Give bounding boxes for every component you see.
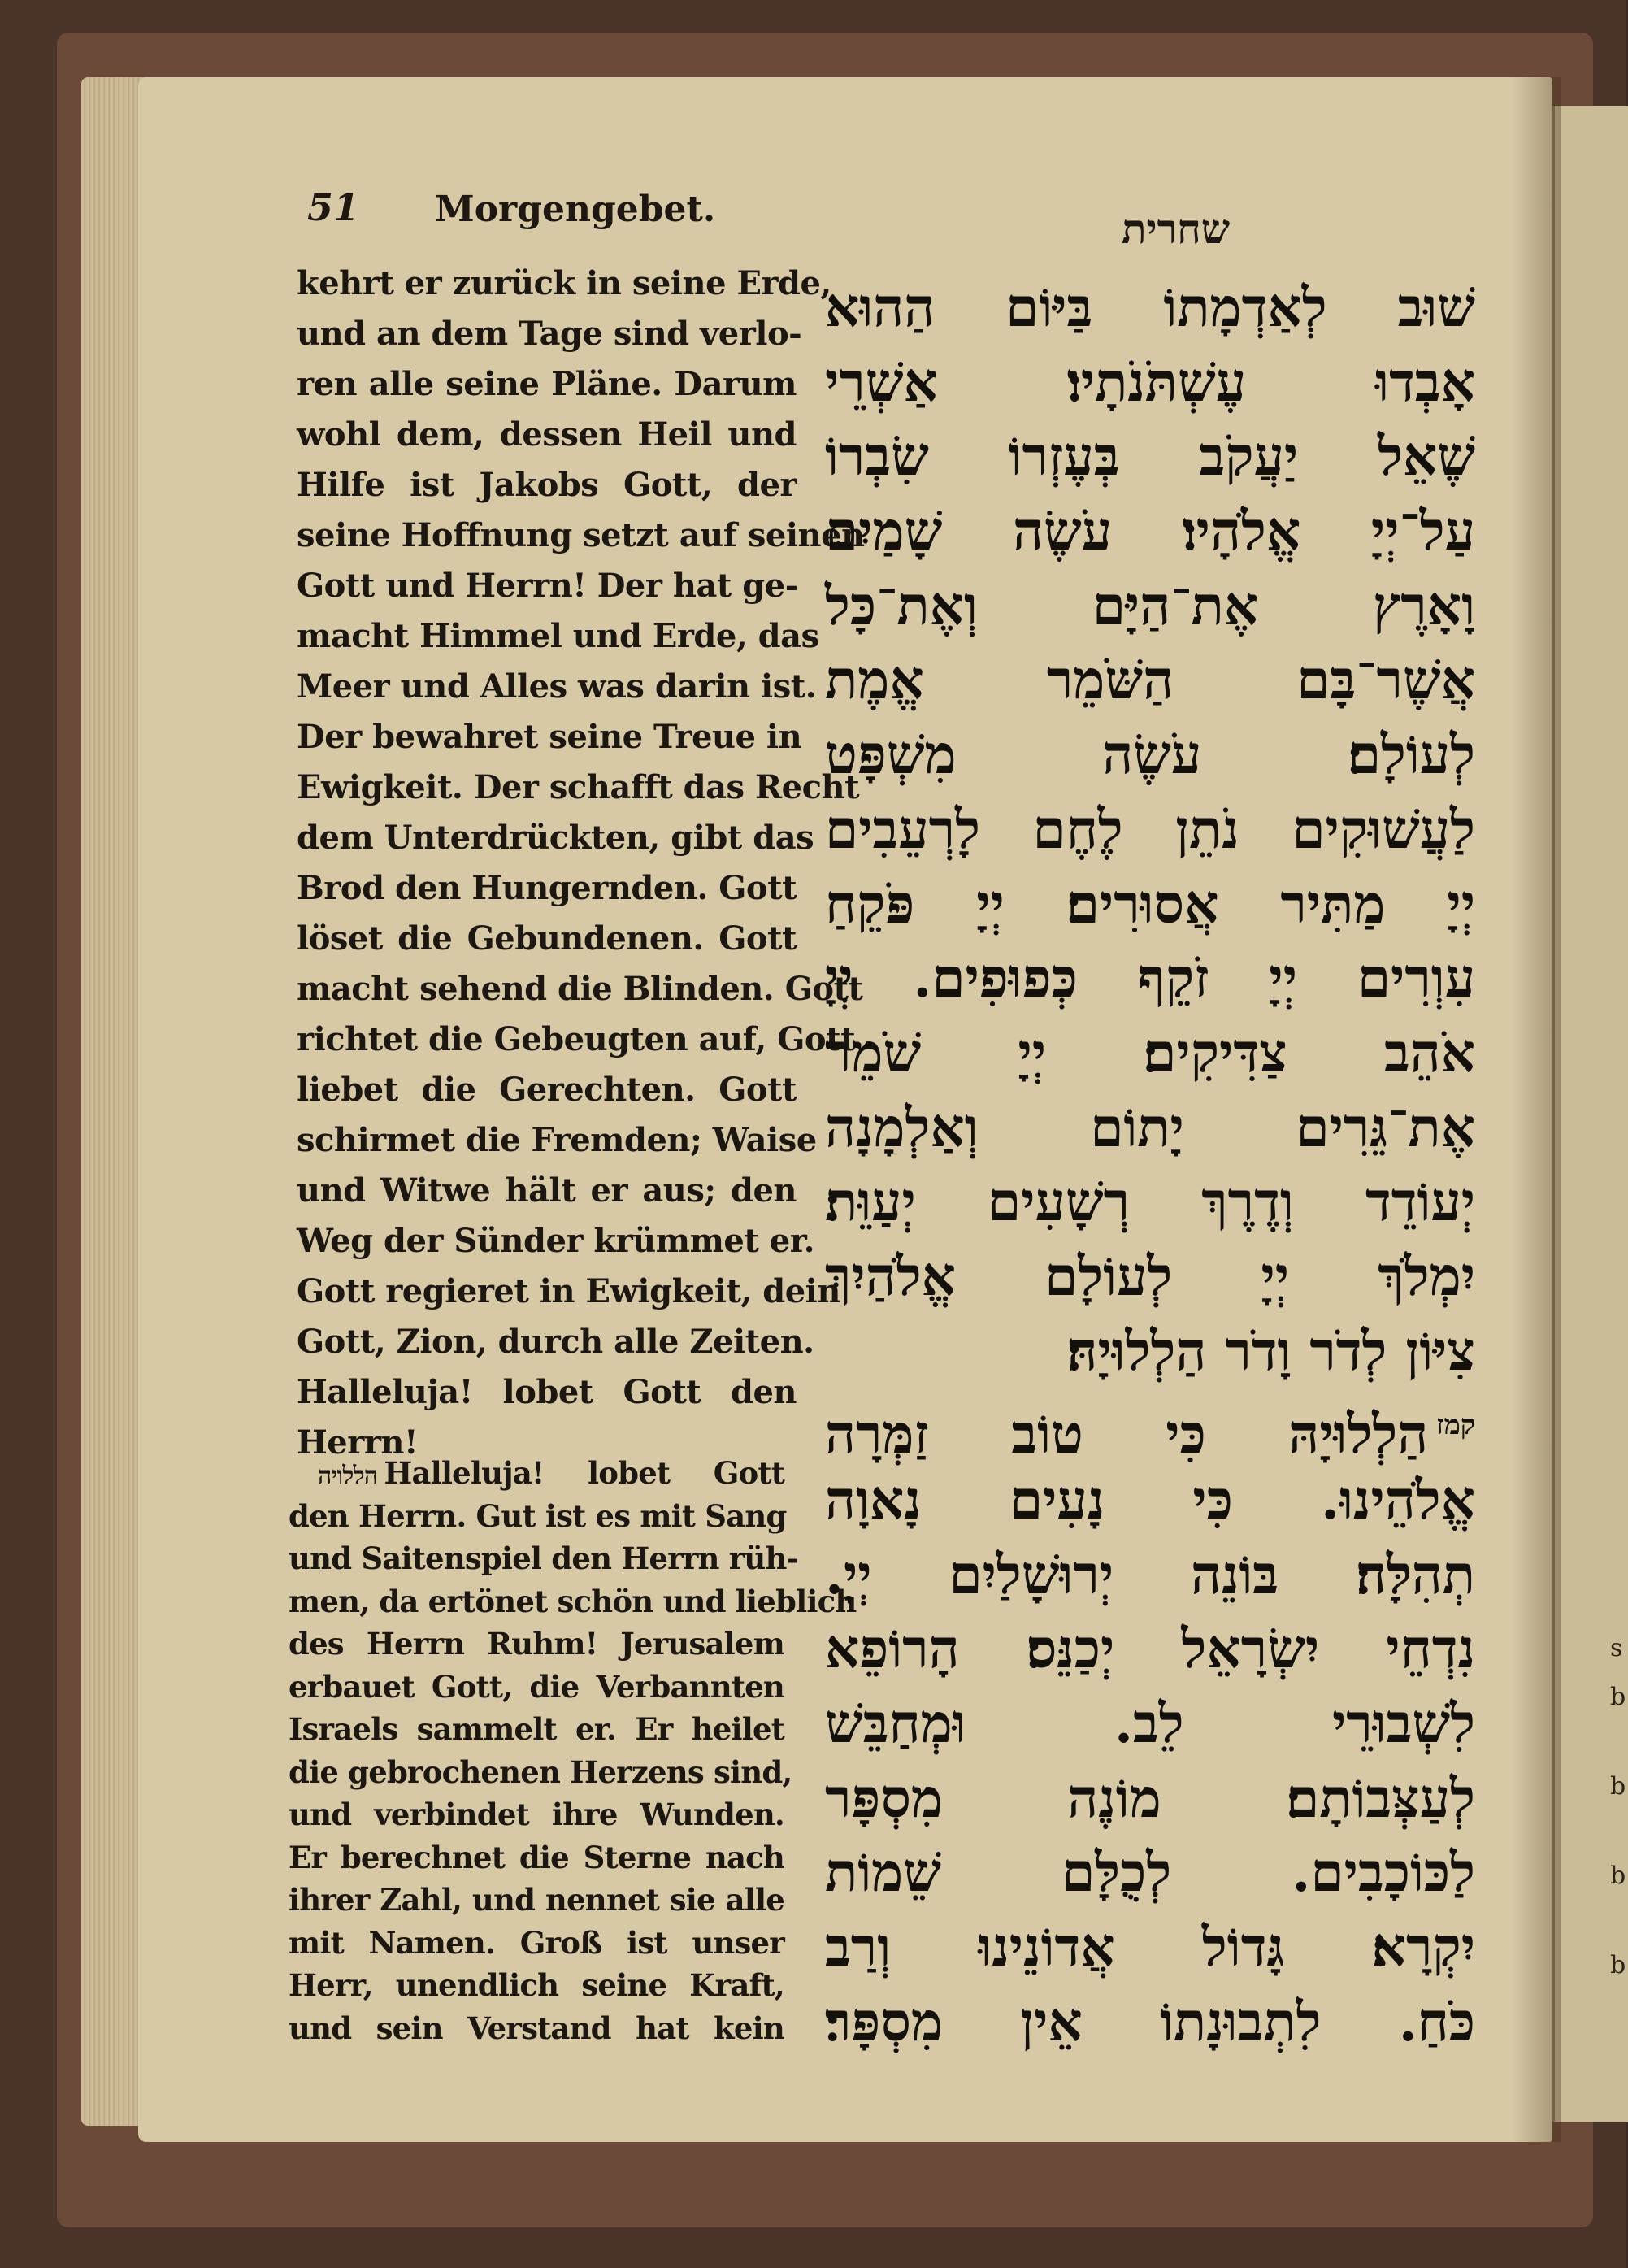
hebrew-line: יִקְרָא׃ גָּדוֹל אֲדוֹנֵינוּ וְרַב [825, 1915, 1475, 1979]
german-line: Hilfe ist Jakobs Gott, der [297, 466, 797, 504]
german-line: richtet die Gebeugten auf, Gott [297, 1020, 856, 1058]
page-title-hebrew: שחרית [1122, 205, 1231, 253]
hebrew-line: וָאָרֶץ אֶת־הַיָּם וְאֶת־כָּל [825, 573, 1475, 637]
german-column-small [289, 1452, 857, 2049]
german-line: kehrt er zurück in seine Erde, [297, 264, 831, 302]
hebrew-column [825, 271, 1475, 2060]
german-line: Gott regieret in Ewigkeit, dein [297, 1272, 840, 1310]
german-small-line: erbauet Gott, die Verbannten [289, 1668, 784, 1705]
hebrew-line: לִשְׁבוּרֵי לֵב. וּמְחַבֵּשׁ [825, 1692, 1475, 1756]
german-column [297, 259, 865, 1468]
german-small-line: mit Namen. Groß ist unser [289, 1924, 784, 1961]
page-number: 51 [307, 185, 360, 229]
german-line: Gott, Zion, durch alle Zeiten. [297, 1323, 814, 1361]
german-small-line: ihrer Zahl, und nennet sie alle [289, 1882, 784, 1918]
german-line: macht sehend die Blinden. Gott [297, 970, 863, 1008]
german-line: und an dem Tage sind verlo- [297, 315, 802, 353]
next-page-edge [1552, 106, 1628, 2122]
hebrew-line: נִדְחֵי יִשְׂרָאֵל יְכַנֵּס׃ הָרוֹפֵא [825, 1617, 1475, 1681]
german-small-line: des Herrn Ruhm! Jerusalem [289, 1626, 784, 1662]
hebrew-line: אֱלֹהֵינוּ. כִּי נָעִים נָאוָה [825, 1468, 1475, 1532]
german-small-line-text: Halleluja! lobet Gott [384, 1455, 784, 1491]
german-line: Weg der Sünder krümmet er. [297, 1222, 815, 1260]
hebrew-line: לְעַצְּבוֹתָם׃ מוֹנֶה מִסְפָּר [825, 1766, 1475, 1830]
hebrew-line [825, 1388, 1475, 1466]
german-line: löset die Gebundenen. Gott [297, 919, 797, 958]
german-line: und Witwe hält er aus; den [297, 1171, 797, 1210]
hebrew-line: יִמְלֹךְ יְיָ לְעוֹלָם אֱלֹהַיִךְ [825, 1244, 1475, 1308]
german-line: ren alle seine Pläne. Darum [297, 365, 797, 403]
german-small-line: men, da ertönet schön und lieblich [289, 1583, 857, 1619]
german-small-line: die gebrochenen Herzens sind, [289, 1753, 792, 1790]
next-page-fragment: b [1610, 1951, 1626, 1979]
hebrew-line: צִיּוֹן לְדֹר וָדֹר הַלְלוּיָהּ׃ [1066, 1319, 1475, 1383]
german-line: wohl dem, dessen Heil und [297, 415, 797, 454]
german-line: Brod den Hungernden. Gott [297, 869, 797, 907]
hebrew-line: אֶת־גֵּרִים יָתוֹם וְאַלְמָנָה [825, 1095, 1475, 1159]
german-line: Gott und Herrn! Der hat ge- [297, 567, 798, 605]
hebrew-line: שֶׁאֵל יַעֲקֹב בְּעֶזְרוֹ שִׂבְרוֹ [825, 424, 1475, 489]
page-title: Morgengebet. [435, 189, 716, 230]
german-line: Ewigkeit. Der schafft das Recht [297, 768, 860, 806]
hebrew-line: עַל־יְיָ אֱלֹהָיו׃ עֹשֶׂה שָׁמַיִם [825, 499, 1475, 563]
german-small-line: Herr, unendlich seine Kraft, [289, 1967, 784, 2003]
german-small-line: Israels sammelt er. Er heilet [289, 1711, 784, 1747]
hebrew-line: אָבְדוּ עֶשְׁתֹּנֹתָיו׃ אַשְׁרֵי [825, 350, 1475, 414]
hebrew-line: אֲשֶׁר־בָּם הַשֹּׁמֵר אֱמֶת [825, 648, 1475, 712]
hebrew-line: לַכּוֹכָבִים. לְכֻלָּם שֵׁמוֹת [825, 1840, 1475, 1905]
german-line: schirmet die Fremden; Waise [297, 1121, 817, 1159]
hebrew-line: כֹּחַ. לִתְבוּנָתוֹ אֵין מִסְפָּר׃ [825, 1989, 1475, 2053]
next-page-fragment: s [1610, 1634, 1623, 1662]
german-small-line: und verbindet ihre Wunden. [289, 1797, 784, 1832]
next-page-fragment: b [1610, 1683, 1626, 1711]
hebrew-line: שׁוּב לְאַדְמָתוֹ בַּיּוֹם הַהוּא [825, 276, 1475, 339]
page-gutter [1512, 77, 1561, 2142]
hallelujah-marker: הללויה [318, 1462, 378, 1490]
german-line: Der bewahret seine Treue in [297, 718, 802, 756]
hebrew-line: לְעוֹלָם׃ עֹשֶׂה מִשְׁפָּט [825, 723, 1475, 787]
german-small-line: und Saitenspiel den Herrn rüh- [289, 1540, 799, 1576]
german-line: Halleluja! lobet Gott den [297, 1373, 797, 1411]
german-line: Herrn! [297, 1423, 419, 1462]
german-line: macht Himmel und Erde, das [297, 617, 819, 655]
german-line: Meer und Alles was darin ist. [297, 667, 817, 706]
next-page-fragment: b [1610, 1772, 1626, 1801]
german-small-line: Er berechnet die Sterne nach [289, 1839, 784, 1875]
hebrew-line: יְעוֹדֵד וְדֶרֶךְ רְשָׁעִים יְעַוֵּת׃ [825, 1170, 1475, 1234]
german-line: liebet die Gerechten. Gott [297, 1071, 797, 1109]
hebrew-line-text: הַלְלוּיָהּ כִּי טוֹב זַמְּרָה [825, 1402, 1429, 1466]
page-edges [81, 77, 146, 2126]
psalm-marker: קמז [1436, 1409, 1475, 1442]
next-page-fragment: b [1610, 1862, 1626, 1890]
german-small-line: und sein Verstand hat kein [289, 2009, 784, 2046]
german-small-line [289, 1452, 784, 1495]
hebrew-line: עִוְרִים יְיָ זֹקֵף כְּפוּפִים. יְיָ [825, 946, 1475, 1010]
german-line: seine Hoffnung setzt auf seinen [297, 516, 865, 554]
hebrew-line: לַעֲשׁוּקִים נֹתֵן לֶחֶם לָרְעֵבִים [825, 797, 1475, 861]
hebrew-line: יְיָ מַתִּיר אֲסוּרִים׃ יְיָ פֹּקֵחַ [825, 871, 1475, 936]
german-small-line: den Herrn. Gut ist es mit Sang [289, 1497, 787, 1534]
hebrew-line: תְהִלָּה׃ בּוֹנֵה יְרוּשָׁלַיִם יְיָ. [825, 1542, 1475, 1606]
hebrew-line: אֹהֵב צַדִּיקִים׃ יְיָ שֹׁמֵר [825, 1020, 1475, 1084]
german-line: dem Unterdrückten, gibt das [297, 819, 814, 857]
